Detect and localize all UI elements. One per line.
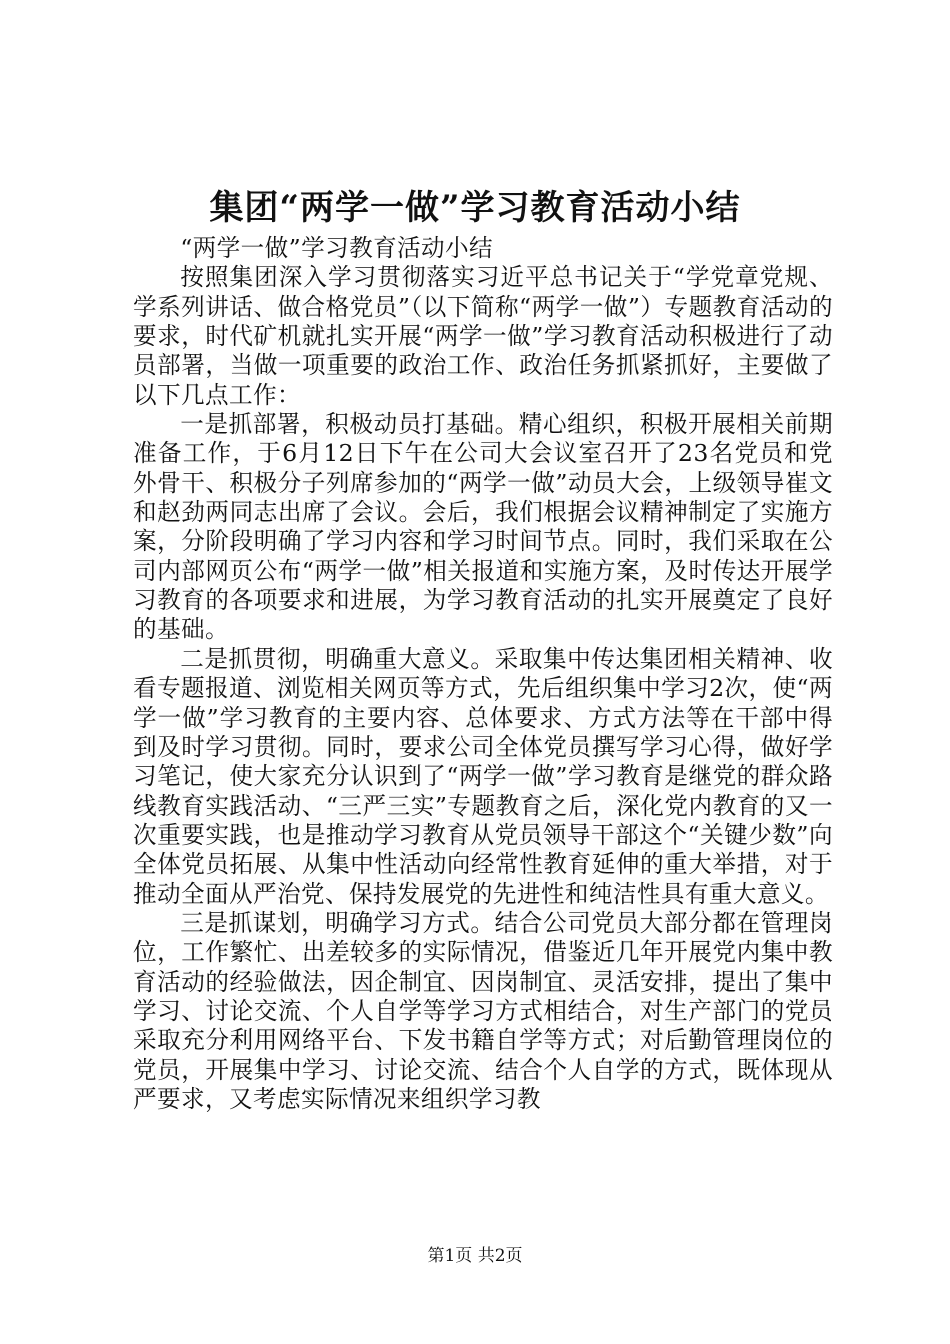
- document-title: 集团“两学一做”学习教育活动小结: [209, 188, 741, 228]
- body-paragraph-intro: 按照集团深入学习贯彻落实习近平总书记关于“学党章党规、学系列讲话、做合格党员”（以下简称“两学一做”）专题教育活动的要求，时代矿机就扎实开展“两学一做”学习教育活动积极进行了动员部署，当做一项重要的政治工作、政治任务抓紧抓好，主要做了以下几点工作：: [133, 263, 833, 409]
- body-paragraph-point-two: 二是抓贯彻，明确重大意义。采取集中传达集团相关精神、收看专题报道、浏览相关网页等方式，先后组织集中学习2次，使“两学一做”学习教育的主要内容、总体要求、方式方法等在干部中得到及时学习贯彻。同时，要求公司全体党员撰写学习心得，做好学习笔记，使大家充分认识到了“两学一做”学习教育是继党的群众路线教育实践活动、“三严三实”专题教育之后，深化党内教育的又一次重要实践，也是推动学习教育从党员领导干部这个“关键少数”向全体党员拓展、从集中性活动向经常性教育延伸的重大举措，对于推动全面从严治党、保持发展党的先进性和纯洁性具有重大意义。: [133, 644, 833, 908]
- page-number-footer: 第1页 共2页: [427, 1246, 523, 1266]
- document-body: [133, 234, 833, 1114]
- body-paragraph-point-one: 一是抓部署，积极动员打基础。精心组织，积极开展相关前期准备工作，于6月12日下午在公司大会议室召开了23名党员和党外骨干、积极分子列席参加的“两学一做”动员大会，上级领导崔文和赵劲两同志出席了会议。会后，我们根据会议精神制定了实施方案，分阶段明确了学习内容和学习时间节点。同时，我们采取在公司内部网页公布“两学一做”相关报道和实施方案，及时传达开展学习教育的各项要求和进展，为学习教育活动的扎实开展奠定了良好的基础。: [133, 410, 833, 644]
- body-paragraph-subtitle: “两学一做”学习教育活动小结: [180, 234, 494, 262]
- body-paragraph-point-three: 三是抓谋划，明确学习方式。结合公司党员大部分都在管理岗位，工作繁忙、出差较多的实际情况，借鉴近几年开展党内集中教育活动的经验做法，因企制宜、因岗制宜、灵活安排，提出了集中学习、讨论交流、个人自学等学习方式相结合，对生产部门的党员采取充分利用网络平台、下发书籍自学等方式；对后勤管理岗位的党员，开展集中学习、讨论交流、结合个人自学的方式，既体现从严要求，又考虑实际情况来组织学习教: [133, 908, 833, 1113]
